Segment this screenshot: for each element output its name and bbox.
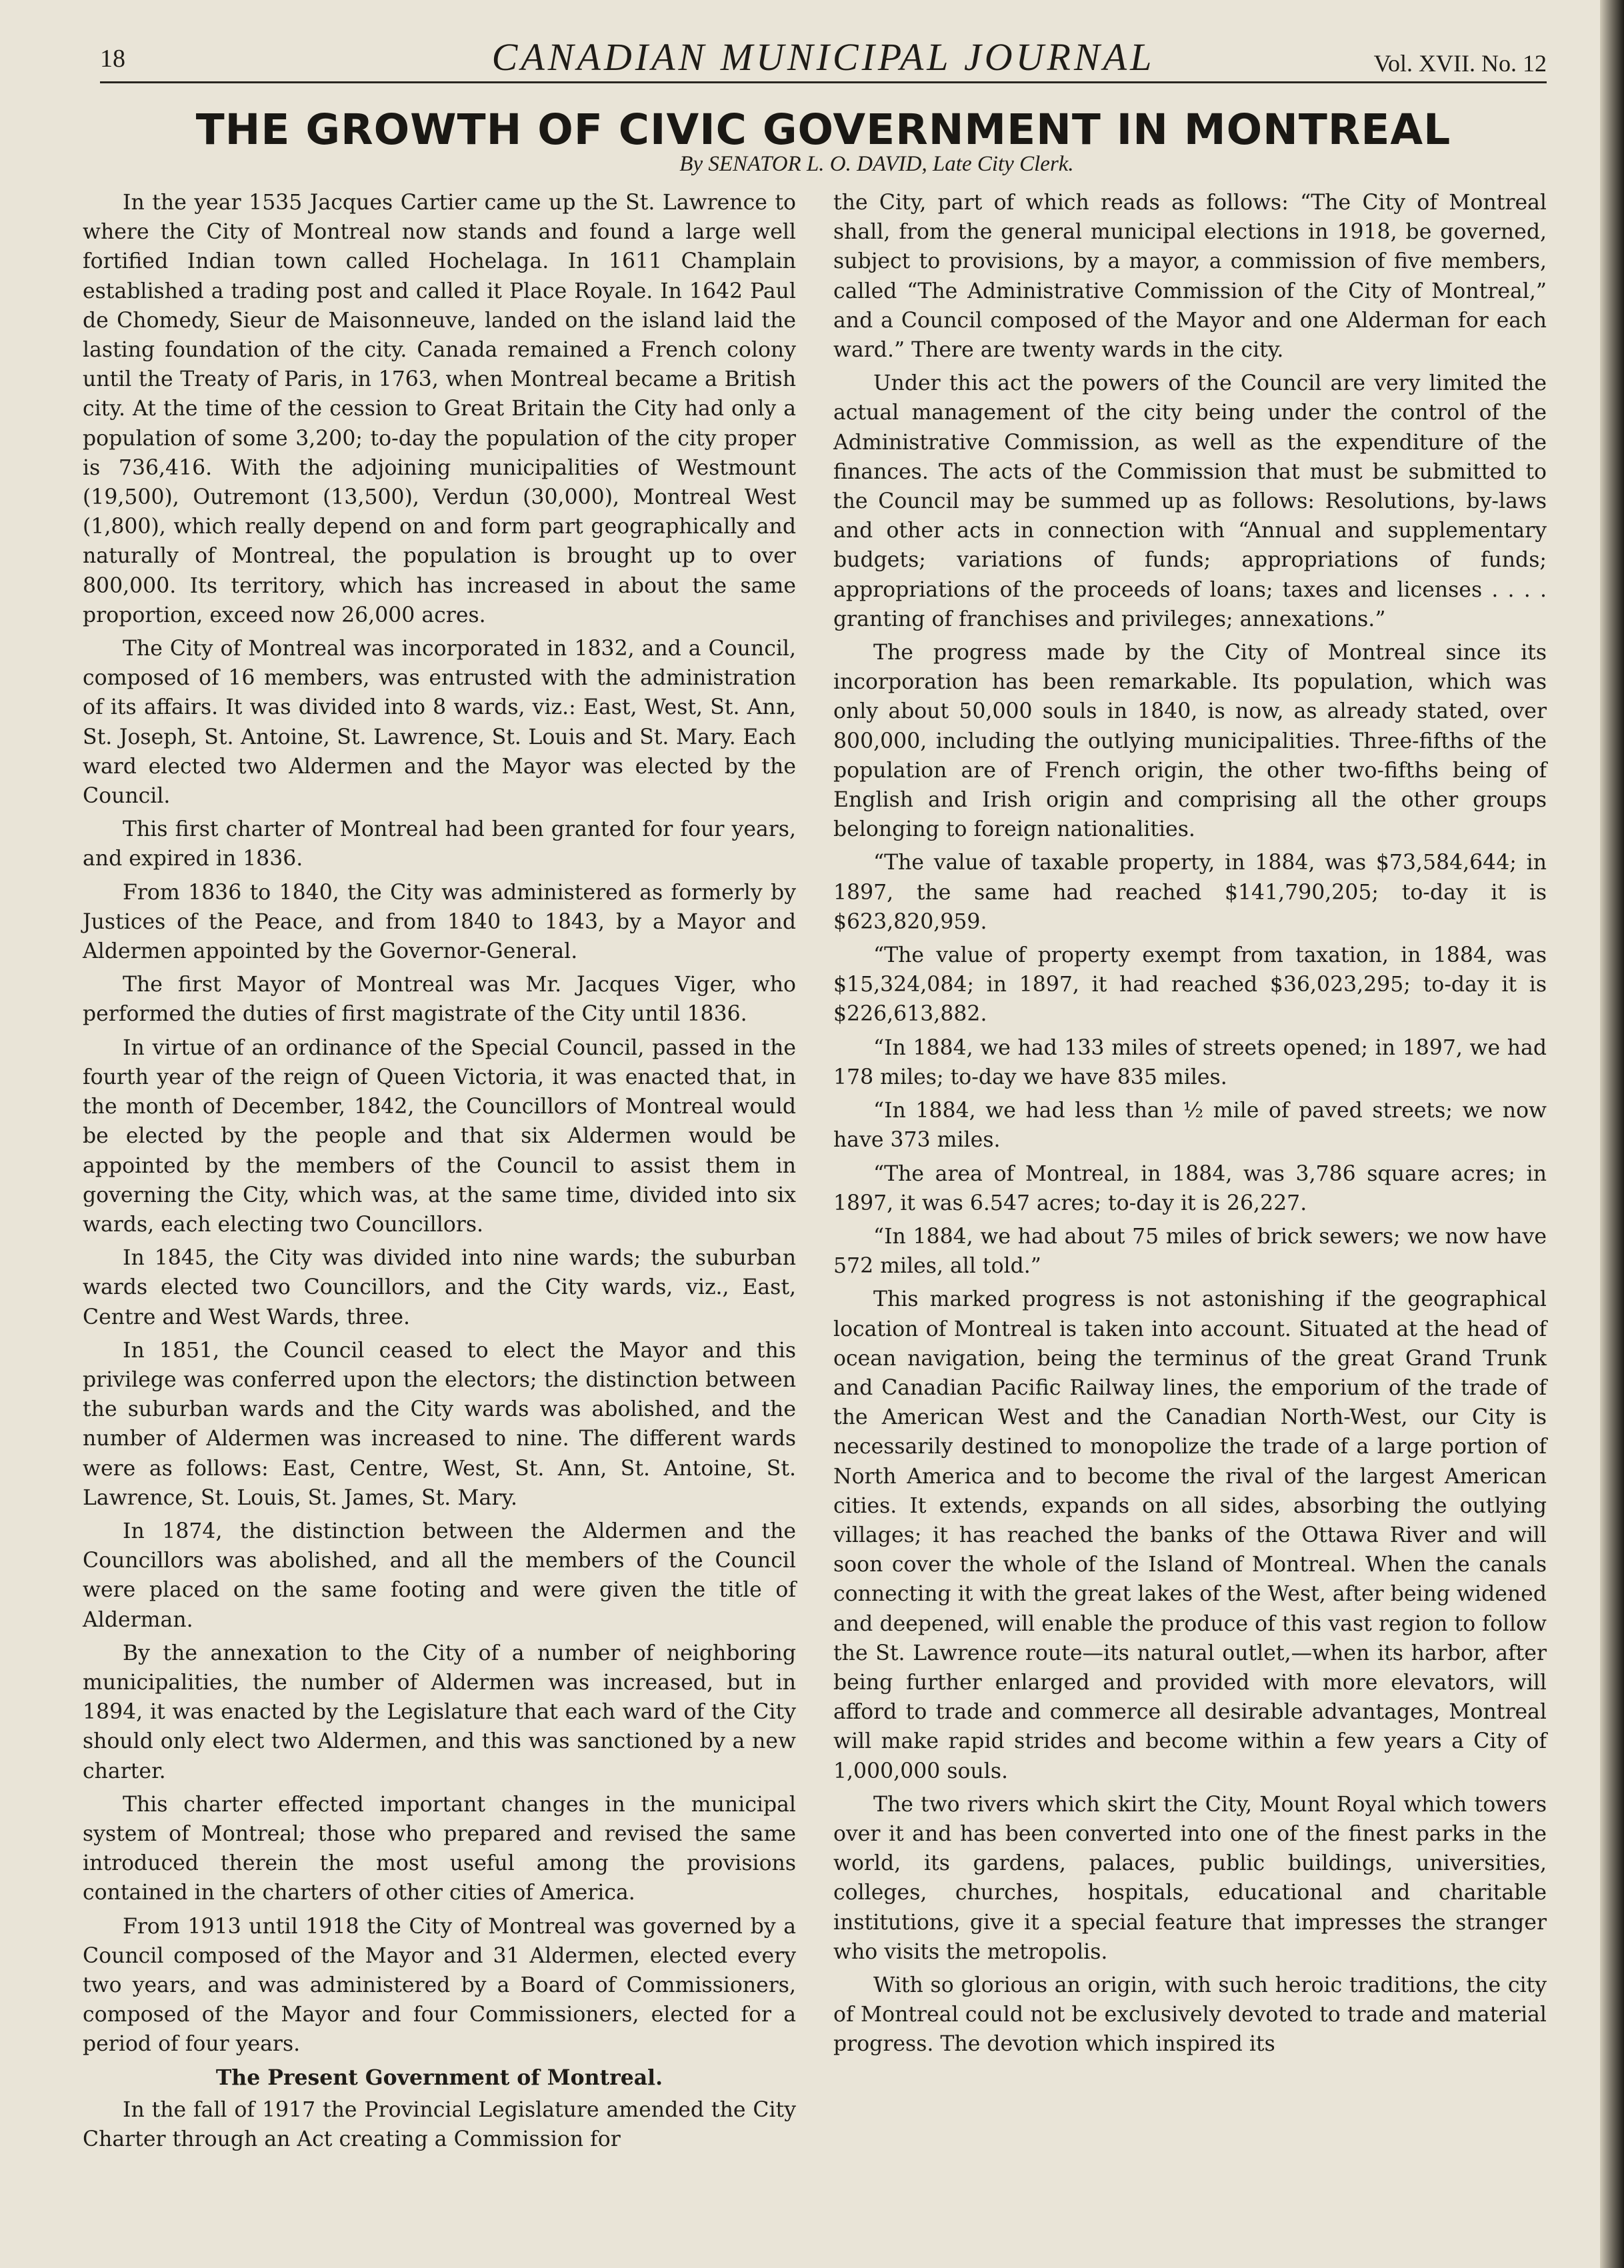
paragraph: “In 1884, we had about 75 miles of brick sewers; we now have 572 miles, all told.” [833,1224,1547,1279]
paragraph: “The value of taxable property, in 1884, was $73,584,644; in 1897, the same had reached $141,790,205; to-day it is $623,820,959. [833,851,1547,934]
paragraph: The two rivers which skirt the City, Mount Royal which towers over it and has been converted into one of the finest parks in the world, its gardens, palaces, public buildings, universities, colleges, churches, hospitals, educational and charitable institutions, give it a special feature that impresses the stranger who visits the metropolis. [833,1792,1547,1964]
left-column [83,188,796,2158]
paragraph: The City of Montreal was incorporated in 1832, and a Council, composed of 16 members, was entrusted with the administration of its affairs. It was divided into 8 wards, viz.: East, West, St. Ann, St. Joseph, St. Antoine, St. Lawrence, St. Louis and St. Mary. Each ward elected two Aldermen and the Mayor was elected by the Council. [83,637,796,809]
page-number: 18 [100,45,125,73]
byline-text: By SENATOR L. O. DAVID, Late City Clerk. [679,152,1074,176]
article-title: THE GROWTH OF CIVIC GOVERNMENT IN MONTREAL [195,105,1451,154]
paragraph: From 1913 until 1918 the City of Montreal was governed by a Council composed of the Mayor and 31 Aldermen, elected every two years, and was administered by a Board of Commissioners, composed of the Mayor and four Commissioners, elected for a period of four years. [83,1914,796,2057]
paragraph: From 1836 to 1840, the City was administered as formerly by Justices of the Peace, and from 1840 to 1843, by a Mayor and Aldermen appointed by the Governor-General. [83,880,796,964]
running-header [100,35,1547,80]
paragraph: “In 1884, we had 133 miles of streets opened; in 1897, we had 178 miles; to-day we have 835 miles. [833,1035,1547,1089]
right-column [833,188,1547,2063]
paragraph: In the fall of 1917 the Provincial Legislature amended the City Charter through an Act creating a Commission for [83,2097,796,2151]
paragraph: In 1845, the City was divided into nine wards; the suburban wards elected two Councillors, and the City wards, viz., East, Centre and West Wards, three. [83,1246,796,1329]
section-subhead: The Present Government of Montreal. [215,2065,663,2090]
paragraph: In 1851, the Council ceased to elect the Mayor and this privilege was conferred upon the electors; the distinction between the suburban wards and the City wards was abolished, and the number of Aldermen was increased to nine. The different wards were as follows: East, Centre, West, St. Ann, St. Antoine, St. Lawrence, St. Louis, St. James, St. Mary. [83,1338,796,1510]
paragraph: In 1874, the distinction between the Aldermen and the Councillors was abolished, and all the members of the Council were placed on the same footing and were given the title of Alderman. [83,1519,796,1632]
paragraph: With so glorious an origin, with such heroic traditions, the city of Montreal could not be exclusively devoted to trade and material progress. The devotion which inspired its [833,1973,1547,2057]
paragraph: The first Mayor of Montreal was Mr. Jacques Viger, who performed the duties of first magistrate of the City until 1836. [83,973,796,1027]
byline [100,152,1547,177]
paragraph: This marked progress is not astonishing if the geographical location of Montreal is taken into account. Situated at the head of ocean navigation, being the terminus of the great Grand Trunk and Canadian Pacific Railway lines, the emporium of the trade of the American West and the Canadian North-West, our City is necessarily destined to monopolize the trade of a large portion of North America and to become the rival of the largest American cities. It extends, expands on all sides, absorbing the outlying villages; it has reached the banks of the Ottawa River and will soon cover the whole of the Island of Montreal. When the canals connecting it with the great lakes of the West, after being widened and deepened, will enable the produce of this vast region to follow the St. Lawrence route—its natural outlet,—when its harbor, after being further enlarged and provided with more elevators, will afford to trade and commerce all desirable advantages, Montreal will make rapid strides and become within a few years a City of 1,000,000 souls. [833,1287,1547,1783]
paragraph: In virtue of an ordinance of the Special Council, passed in the fourth year of the reign of Queen Victoria, it was enacted that, in the month of December, 1842, the Councillors of Montreal would be elected by the people and that six Aldermen would be appointed by the members of the Council to assist them in governing the City, which was, at the same time, divided into six wards, each electing two Councillors. [83,1035,796,1237]
journal-title: CANADIAN MUNICIPAL JOURNAL [491,35,1155,79]
paragraph: “The area of Montreal, in 1884, was 3,786 square acres; in 1897, it was 6.547 acres; to-day it is 26,227. [833,1161,1547,1215]
paragraph: By the annexation to the City of a number of neighboring municipalities, the number of Aldermen was increased, but in 1894, it was enacted by the Legislature that each ward of the City should only elect two Aldermen, and this was sanctioned by a new charter. [83,1641,796,1783]
page-edge-shadow [1600,0,1624,2268]
paragraph: “In 1884, we had less than ½ mile of paved streets; we now have 373 miles. [833,1099,1547,1153]
paragraph: In the year 1535 Jacques Cartier came up the St. Lawrence to where the City of Montreal now stands and found a large well fortified Indian town called Hochelaga. In 1611 Champlain established a trading post and called it Place Royale. In 1642 Paul de Chomedy, Sieur de Maisonneuve, landed on the island laid the lasting foundation of the city. Canada remained a French colony until the Treaty of Paris, in 1763, when Montreal became a British city. At the time of the cession to Great Britain the City had only a population of some 3,200; to-day the population of the city proper is 736,416. With the adjoining municipalities of Westmount (19,500), Outremont (13,500), Verdun (30,000), Montreal West (1,800), which really depend on and form part geographically and naturally of Montreal, the population is brought up to over 800,000. Its territory, which has increased in about the same proportion, exceed now 26,000 acres. [83,191,796,627]
paragraph: This first charter of Montreal had been granted for four years, and expired in 1836. [83,817,796,871]
paragraph: the City, part of which reads as follows: “The City of Montreal shall, from the general municipal elections in 1918, be governed, subject to provisions, by a mayor, a commission of five members, called “The Administrative Commission of the City of Montreal,” and a Council composed of the Mayor and one Alderman for each ward.” There are twenty wards in the city. [833,191,1547,363]
paragraph: This charter effected important changes in the municipal system of Montreal; those who prepared and revised the same introduced therein the most useful among the provisions contained in the charters of other cities of America. [83,1792,796,1905]
paragraph: Under this act the powers of the Council are very limited the actual management of the city being under the control of the Administrative Commission, as well as the expenditure of the finances. The acts of the Commission that must be submitted to the Council may be summed up as follows: Resolutions, by-laws and other acts in connection with “Annual and supplementary budgets; variations of funds; appropriations of funds; appropriations of the proceeds of loans; taxes and licenses . . . . granting of franchises and privileges; annexations.” [833,371,1547,631]
paragraph: The progress made by the City of Montreal since its incorporation has been remarkable. Its population, which was only about 50,000 souls in 1840, is now, as already stated, over 800,000, including the outlying municipalities. Three-fifths of the population are of French origin, the other two-fifths being of English and Irish origin and comprising all the other groups belonging to foreign nationalities. [833,641,1547,842]
paragraph: “The value of property exempt from taxation, in 1884, was $15,324,084; in 1897, it had reached $36,023,295; to-day it is $226,613,882. [833,943,1547,1027]
issue-label: Vol. XVII. No. 12 [1373,50,1547,77]
header-rule [100,81,1547,83]
